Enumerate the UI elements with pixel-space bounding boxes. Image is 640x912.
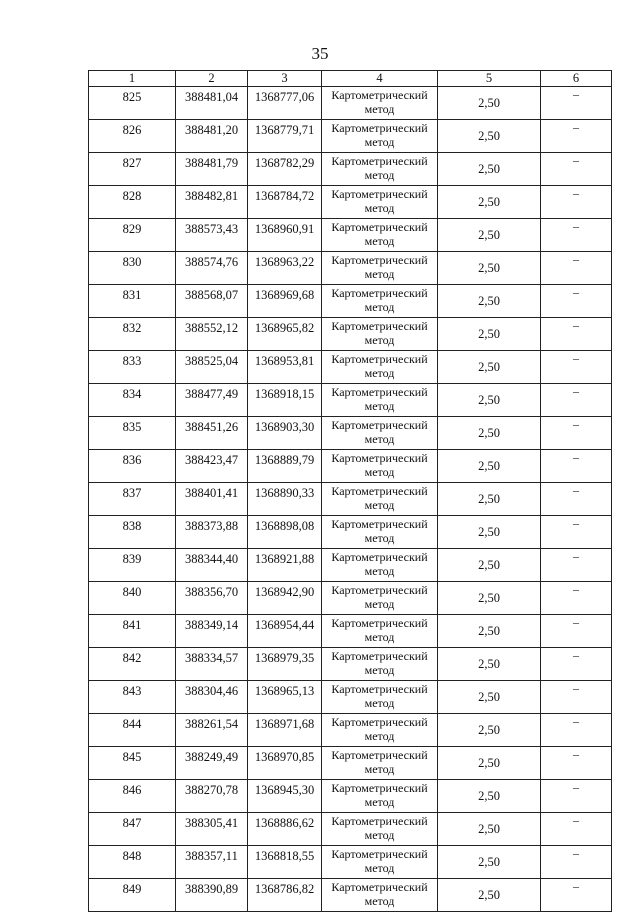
method-line-2: метод <box>364 135 395 149</box>
note-cell: – <box>541 483 612 516</box>
point-number-cell: 843 <box>89 681 176 714</box>
x-coordinate-cell: 388451,26 <box>176 417 248 450</box>
method-line-1: Картометрический <box>331 616 428 630</box>
y-coordinate-cell: 1368782,29 <box>248 153 322 186</box>
y-coordinate-cell: 1368965,13 <box>248 681 322 714</box>
method-line-1: Картометрический <box>331 781 428 795</box>
note-cell: – <box>541 714 612 747</box>
x-coordinate-cell: 388482,81 <box>176 186 248 219</box>
method-cell <box>322 384 438 417</box>
y-coordinate-cell: 1368889,79 <box>248 450 322 483</box>
point-number-cell: 826 <box>89 120 176 153</box>
note-cell: – <box>541 120 612 153</box>
precision-cell: 2,50 <box>438 318 541 351</box>
note-cell: – <box>541 252 612 285</box>
x-coordinate-cell: 388477,49 <box>176 384 248 417</box>
note-cell: – <box>541 516 612 549</box>
note-cell: – <box>541 813 612 846</box>
x-coordinate-cell: 388481,04 <box>176 87 248 120</box>
method-line-2: метод <box>364 201 395 215</box>
method-cell <box>322 714 438 747</box>
point-number-cell: 829 <box>89 219 176 252</box>
method-line-1: Картометрический <box>331 286 428 300</box>
x-coordinate-cell: 388334,57 <box>176 648 248 681</box>
note-cell: – <box>541 615 612 648</box>
method-line-1: Картометрический <box>331 847 428 861</box>
y-coordinate-cell: 1368918,15 <box>248 384 322 417</box>
point-number-cell: 848 <box>89 846 176 879</box>
method-line-2: метод <box>364 630 395 644</box>
method-line-1: Картометрический <box>331 121 428 135</box>
method-line-2: метод <box>364 762 395 776</box>
table-row <box>89 681 612 714</box>
point-number-cell: 825 <box>89 87 176 120</box>
point-number-cell: 847 <box>89 813 176 846</box>
point-number-cell: 849 <box>89 879 176 912</box>
method-line-1: Картометрический <box>331 550 428 564</box>
method-cell <box>322 483 438 516</box>
y-coordinate-cell: 1368942,90 <box>248 582 322 615</box>
method-cell <box>322 252 438 285</box>
method-cell <box>322 846 438 879</box>
table-row <box>89 285 612 318</box>
note-cell: – <box>541 747 612 780</box>
method-line-1: Картометрический <box>331 517 428 531</box>
method-line-1: Картометрический <box>331 319 428 333</box>
column-header: 1 <box>89 71 176 87</box>
point-number-cell: 830 <box>89 252 176 285</box>
y-coordinate-cell: 1368970,85 <box>248 747 322 780</box>
x-coordinate-cell: 388356,70 <box>176 582 248 615</box>
y-coordinate-cell: 1368777,06 <box>248 87 322 120</box>
note-cell: – <box>541 384 612 417</box>
table-row <box>89 153 612 186</box>
method-line-1: Картометрический <box>331 649 428 663</box>
method-cell <box>322 417 438 450</box>
y-coordinate-cell: 1368886,62 <box>248 813 322 846</box>
method-cell <box>322 648 438 681</box>
method-line-1: Картометрический <box>331 220 428 234</box>
precision-cell: 2,50 <box>438 285 541 318</box>
method-cell <box>322 186 438 219</box>
table-row <box>89 549 612 582</box>
point-number-cell: 840 <box>89 582 176 615</box>
table-row <box>89 384 612 417</box>
point-number-cell: 841 <box>89 615 176 648</box>
table-row <box>89 219 612 252</box>
page-number: 35 <box>311 44 329 63</box>
method-line-1: Картометрический <box>331 253 428 267</box>
method-cell <box>322 219 438 252</box>
table-row <box>89 846 612 879</box>
method-cell <box>322 120 438 153</box>
point-number-cell: 831 <box>89 285 176 318</box>
method-line-2: метод <box>364 531 395 545</box>
x-coordinate-cell: 388304,46 <box>176 681 248 714</box>
method-cell <box>322 879 438 912</box>
method-line-2: метод <box>364 102 395 116</box>
method-cell <box>322 153 438 186</box>
table-row <box>89 747 612 780</box>
note-cell: – <box>541 351 612 384</box>
method-line-2: метод <box>364 465 395 479</box>
y-coordinate-cell: 1368963,22 <box>248 252 322 285</box>
x-coordinate-cell: 388552,12 <box>176 318 248 351</box>
method-cell <box>322 318 438 351</box>
method-line-2: метод <box>364 366 395 380</box>
x-coordinate-cell: 388390,89 <box>176 879 248 912</box>
method-cell <box>322 516 438 549</box>
method-line-1: Картометрический <box>331 880 428 894</box>
point-number-cell: 835 <box>89 417 176 450</box>
table-row <box>89 318 612 351</box>
method-line-2: метод <box>364 597 395 611</box>
method-line-1: Картометрический <box>331 814 428 828</box>
method-cell <box>322 549 438 582</box>
note-cell: – <box>541 219 612 252</box>
x-coordinate-cell: 388574,76 <box>176 252 248 285</box>
y-coordinate-cell: 1368965,82 <box>248 318 322 351</box>
column-header: 5 <box>438 71 541 87</box>
method-line-1: Картометрический <box>331 451 428 465</box>
method-line-2: метод <box>364 267 395 281</box>
x-coordinate-cell: 388481,20 <box>176 120 248 153</box>
x-coordinate-cell: 388305,41 <box>176 813 248 846</box>
point-number-cell: 833 <box>89 351 176 384</box>
y-coordinate-cell: 1368779,71 <box>248 120 322 153</box>
y-coordinate-cell: 1368945,30 <box>248 780 322 813</box>
note-cell: – <box>541 549 612 582</box>
method-line-1: Картометрический <box>331 748 428 762</box>
precision-cell: 2,50 <box>438 417 541 450</box>
method-line-2: метод <box>364 168 395 182</box>
precision-cell: 2,50 <box>438 582 541 615</box>
x-coordinate-cell: 388261,54 <box>176 714 248 747</box>
method-line-1: Картометрический <box>331 583 428 597</box>
table-row <box>89 879 612 912</box>
precision-cell: 2,50 <box>438 219 541 252</box>
column-header: 2 <box>176 71 248 87</box>
column-header: 6 <box>541 71 612 87</box>
column-header: 3 <box>248 71 322 87</box>
table-body <box>89 87 612 912</box>
table-header-row <box>89 71 612 87</box>
precision-cell: 2,50 <box>438 846 541 879</box>
precision-cell: 2,50 <box>438 483 541 516</box>
precision-cell: 2,50 <box>438 648 541 681</box>
precision-cell: 2,50 <box>438 813 541 846</box>
point-number-cell: 827 <box>89 153 176 186</box>
precision-cell: 2,50 <box>438 351 541 384</box>
x-coordinate-cell: 388573,43 <box>176 219 248 252</box>
precision-cell: 2,50 <box>438 681 541 714</box>
method-line-2: метод <box>364 300 395 314</box>
note-cell: – <box>541 417 612 450</box>
y-coordinate-cell: 1368818,55 <box>248 846 322 879</box>
method-line-2: метод <box>364 333 395 347</box>
method-cell <box>322 813 438 846</box>
column-header: 4 <box>322 71 438 87</box>
method-line-2: метод <box>364 234 395 248</box>
precision-cell: 2,50 <box>438 780 541 813</box>
method-line-1: Картометрический <box>331 484 428 498</box>
point-number-cell: 836 <box>89 450 176 483</box>
precision-cell: 2,50 <box>438 186 541 219</box>
precision-cell: 2,50 <box>438 879 541 912</box>
note-cell: – <box>541 285 612 318</box>
method-cell <box>322 615 438 648</box>
y-coordinate-cell: 1368903,30 <box>248 417 322 450</box>
method-cell <box>322 450 438 483</box>
y-coordinate-cell: 1368890,33 <box>248 483 322 516</box>
x-coordinate-cell: 388373,88 <box>176 516 248 549</box>
y-coordinate-cell: 1368971,68 <box>248 714 322 747</box>
y-coordinate-cell: 1368960,91 <box>248 219 322 252</box>
method-line-2: метод <box>364 432 395 446</box>
precision-cell: 2,50 <box>438 450 541 483</box>
method-cell <box>322 780 438 813</box>
method-line-2: метод <box>364 894 395 908</box>
table-row <box>89 615 612 648</box>
table-row <box>89 351 612 384</box>
method-line-1: Картометрический <box>331 418 428 432</box>
point-number-cell: 842 <box>89 648 176 681</box>
y-coordinate-cell: 1368953,81 <box>248 351 322 384</box>
method-line-1: Картометрический <box>331 385 428 399</box>
coordinates-table <box>88 70 612 912</box>
precision-cell: 2,50 <box>438 252 541 285</box>
precision-cell: 2,50 <box>438 87 541 120</box>
point-number-cell: 828 <box>89 186 176 219</box>
precision-cell: 2,50 <box>438 615 541 648</box>
note-cell: – <box>541 87 612 120</box>
method-cell <box>322 351 438 384</box>
method-line-1: Картометрический <box>331 682 428 696</box>
point-number-cell: 838 <box>89 516 176 549</box>
point-number-cell: 846 <box>89 780 176 813</box>
method-cell <box>322 681 438 714</box>
method-cell <box>322 582 438 615</box>
y-coordinate-cell: 1368969,68 <box>248 285 322 318</box>
table-row <box>89 780 612 813</box>
table-row <box>89 648 612 681</box>
table-row <box>89 450 612 483</box>
x-coordinate-cell: 388357,11 <box>176 846 248 879</box>
precision-cell: 2,50 <box>438 747 541 780</box>
method-line-2: метод <box>364 729 395 743</box>
precision-cell: 2,50 <box>438 549 541 582</box>
method-cell <box>322 285 438 318</box>
method-line-1: Картометрический <box>331 352 428 366</box>
method-cell <box>322 87 438 120</box>
precision-cell: 2,50 <box>438 120 541 153</box>
y-coordinate-cell: 1368784,72 <box>248 186 322 219</box>
method-line-2: метод <box>364 564 395 578</box>
table-row <box>89 483 612 516</box>
x-coordinate-cell: 388423,47 <box>176 450 248 483</box>
y-coordinate-cell: 1368979,35 <box>248 648 322 681</box>
table-row <box>89 252 612 285</box>
x-coordinate-cell: 388344,40 <box>176 549 248 582</box>
table-row <box>89 87 612 120</box>
precision-cell: 2,50 <box>438 516 541 549</box>
x-coordinate-cell: 388481,79 <box>176 153 248 186</box>
note-cell: – <box>541 846 612 879</box>
method-line-1: Картометрический <box>331 88 428 102</box>
point-number-cell: 837 <box>89 483 176 516</box>
point-number-cell: 832 <box>89 318 176 351</box>
table-row <box>89 516 612 549</box>
table-row <box>89 186 612 219</box>
point-number-cell: 834 <box>89 384 176 417</box>
y-coordinate-cell: 1368898,08 <box>248 516 322 549</box>
x-coordinate-cell: 388270,78 <box>176 780 248 813</box>
x-coordinate-cell: 388568,07 <box>176 285 248 318</box>
x-coordinate-cell: 388249,49 <box>176 747 248 780</box>
note-cell: – <box>541 879 612 912</box>
method-line-2: метод <box>364 663 395 677</box>
table-row <box>89 582 612 615</box>
method-line-2: метод <box>364 828 395 842</box>
note-cell: – <box>541 186 612 219</box>
table-row <box>89 714 612 747</box>
note-cell: – <box>541 450 612 483</box>
method-line-2: метод <box>364 861 395 875</box>
note-cell: – <box>541 153 612 186</box>
x-coordinate-cell: 388349,14 <box>176 615 248 648</box>
note-cell: – <box>541 681 612 714</box>
point-number-cell: 844 <box>89 714 176 747</box>
x-coordinate-cell: 388525,04 <box>176 351 248 384</box>
method-line-2: метод <box>364 795 395 809</box>
method-line-1: Картометрический <box>331 154 428 168</box>
method-line-2: метод <box>364 696 395 710</box>
point-number-cell: 839 <box>89 549 176 582</box>
point-number-cell: 845 <box>89 747 176 780</box>
precision-cell: 2,50 <box>438 153 541 186</box>
note-cell: – <box>541 648 612 681</box>
method-line-2: метод <box>364 498 395 512</box>
y-coordinate-cell: 1368954,44 <box>248 615 322 648</box>
method-line-2: метод <box>364 399 395 413</box>
table-row <box>89 417 612 450</box>
precision-cell: 2,50 <box>438 714 541 747</box>
method-line-1: Картометрический <box>331 187 428 201</box>
note-cell: – <box>541 780 612 813</box>
table-row <box>89 813 612 846</box>
method-line-1: Картометрический <box>331 715 428 729</box>
y-coordinate-cell: 1368786,82 <box>248 879 322 912</box>
note-cell: – <box>541 582 612 615</box>
precision-cell: 2,50 <box>438 384 541 417</box>
x-coordinate-cell: 388401,41 <box>176 483 248 516</box>
y-coordinate-cell: 1368921,88 <box>248 549 322 582</box>
table-row <box>89 120 612 153</box>
method-cell <box>322 747 438 780</box>
note-cell: – <box>541 318 612 351</box>
